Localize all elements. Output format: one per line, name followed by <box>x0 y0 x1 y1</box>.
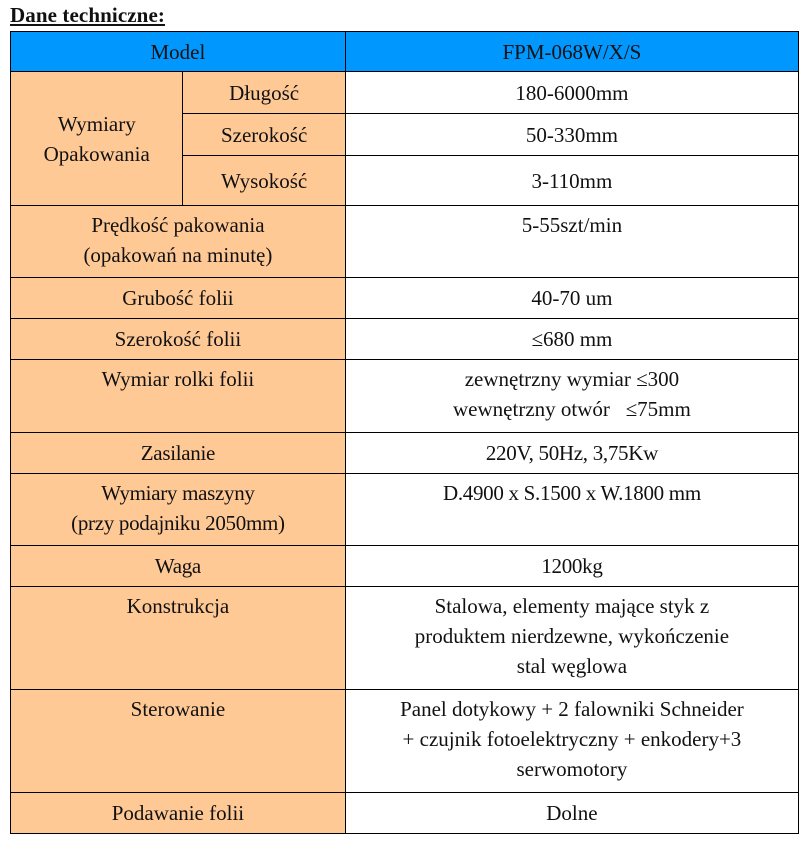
row-value-cell <box>345 72 798 114</box>
row-value: stal węglowa <box>516 654 628 678</box>
package-dimensions-label-cell <box>11 72 183 206</box>
table-row <box>11 206 799 278</box>
table-row <box>11 690 799 793</box>
row-label: Podawanie folii <box>111 801 245 825</box>
row-value: serwomotory <box>516 757 628 781</box>
row-label-cell <box>11 278 346 319</box>
row-label-cell <box>183 72 345 114</box>
row-label: Wysokość <box>221 168 308 193</box>
table-row <box>11 587 799 690</box>
row-value: Panel dotykowy + 2 falowniki Schneider <box>400 697 744 721</box>
row-label-cell <box>183 156 345 206</box>
row-label: Długość <box>229 80 300 105</box>
row-value: 220V, 50Hz, 3,75Kw <box>485 441 658 465</box>
row-value: Stalowa, elementy mające styk z <box>434 594 710 618</box>
row-value: wewnętrzny otwór ≤75mm <box>453 397 691 421</box>
row-value: 180-6000mm <box>515 80 629 105</box>
row-value: + czujnik fotoelektryczny + enkodery+3 <box>402 727 742 751</box>
row-value-cell <box>345 546 798 587</box>
row-value-cell <box>345 319 798 360</box>
row-value: D.4900 x S.1500 x W.1800 mm <box>442 481 701 505</box>
row-label: Szerokość <box>220 122 308 147</box>
row-value-cell <box>345 690 798 793</box>
header-model-value: FPM-068W/X/S <box>502 39 642 64</box>
row-value-cell <box>345 587 798 690</box>
row-value: ≤680 mm <box>531 327 613 351</box>
table-row <box>11 474 799 546</box>
row-value-cell <box>345 278 798 319</box>
row-value: produktem nierdzewne, wykończenie <box>414 624 730 648</box>
table-row <box>11 360 799 433</box>
spec-table <box>10 31 799 834</box>
row-label-cell <box>183 114 345 156</box>
row-label-cell <box>11 319 346 360</box>
row-value-cell <box>345 156 798 206</box>
row-label: Szerokość folii <box>114 327 242 351</box>
row-value: Dolne <box>546 801 598 825</box>
row-label: Konstrukcja <box>126 594 230 618</box>
header-label-cell <box>11 32 346 72</box>
row-value: 50-330mm <box>525 122 618 147</box>
row-label: Waga <box>154 554 201 578</box>
row-label-cell <box>11 474 346 546</box>
row-label-cell <box>11 360 346 433</box>
table-row <box>11 433 799 474</box>
row-value-cell <box>345 433 798 474</box>
row-value-cell <box>345 474 798 546</box>
row-value-cell <box>345 206 798 278</box>
row-label-cell <box>11 793 346 834</box>
row-label-cell <box>11 546 346 587</box>
row-label: Wymiary maszyny <box>101 481 255 505</box>
header-label: Model <box>150 39 206 64</box>
row-value: 40-70 um <box>531 286 613 310</box>
row-label-sub: (opakowań na minutę) <box>83 243 273 267</box>
row-value: 5-55szt/min <box>521 213 623 237</box>
row-label: Grubość folii <box>122 286 234 310</box>
table-row <box>11 793 799 834</box>
row-label-cell <box>11 690 346 793</box>
row-label-cell <box>11 587 346 690</box>
row-label-cell <box>11 206 346 278</box>
table-row <box>11 278 799 319</box>
row-value-cell <box>345 114 798 156</box>
table-row <box>11 72 799 114</box>
table-row <box>11 546 799 587</box>
row-label: Sterowanie <box>130 697 226 721</box>
row-value-cell <box>345 793 798 834</box>
header-value-cell <box>345 32 798 72</box>
row-value: zewnętrzny wymiar ≤300 <box>464 367 680 391</box>
table-header-row <box>11 32 799 72</box>
row-label: Zasilanie <box>140 441 216 465</box>
row-value-cell <box>345 360 798 433</box>
row-label: Prędkość pakowania <box>91 213 265 237</box>
package-dimensions-label-line1: Wymiary <box>57 111 136 136</box>
row-value: 1200kg <box>541 554 603 578</box>
package-dimensions-label-line2: Opakowania <box>43 141 150 166</box>
section-heading: Dane techniczne: <box>10 3 165 27</box>
row-label: Wymiar rolki folii <box>101 367 255 391</box>
row-label-sub: (przy podajniku 2050mm) <box>71 511 285 535</box>
table-row <box>11 319 799 360</box>
row-label-cell <box>11 433 346 474</box>
row-value: 3-110mm <box>531 168 613 193</box>
